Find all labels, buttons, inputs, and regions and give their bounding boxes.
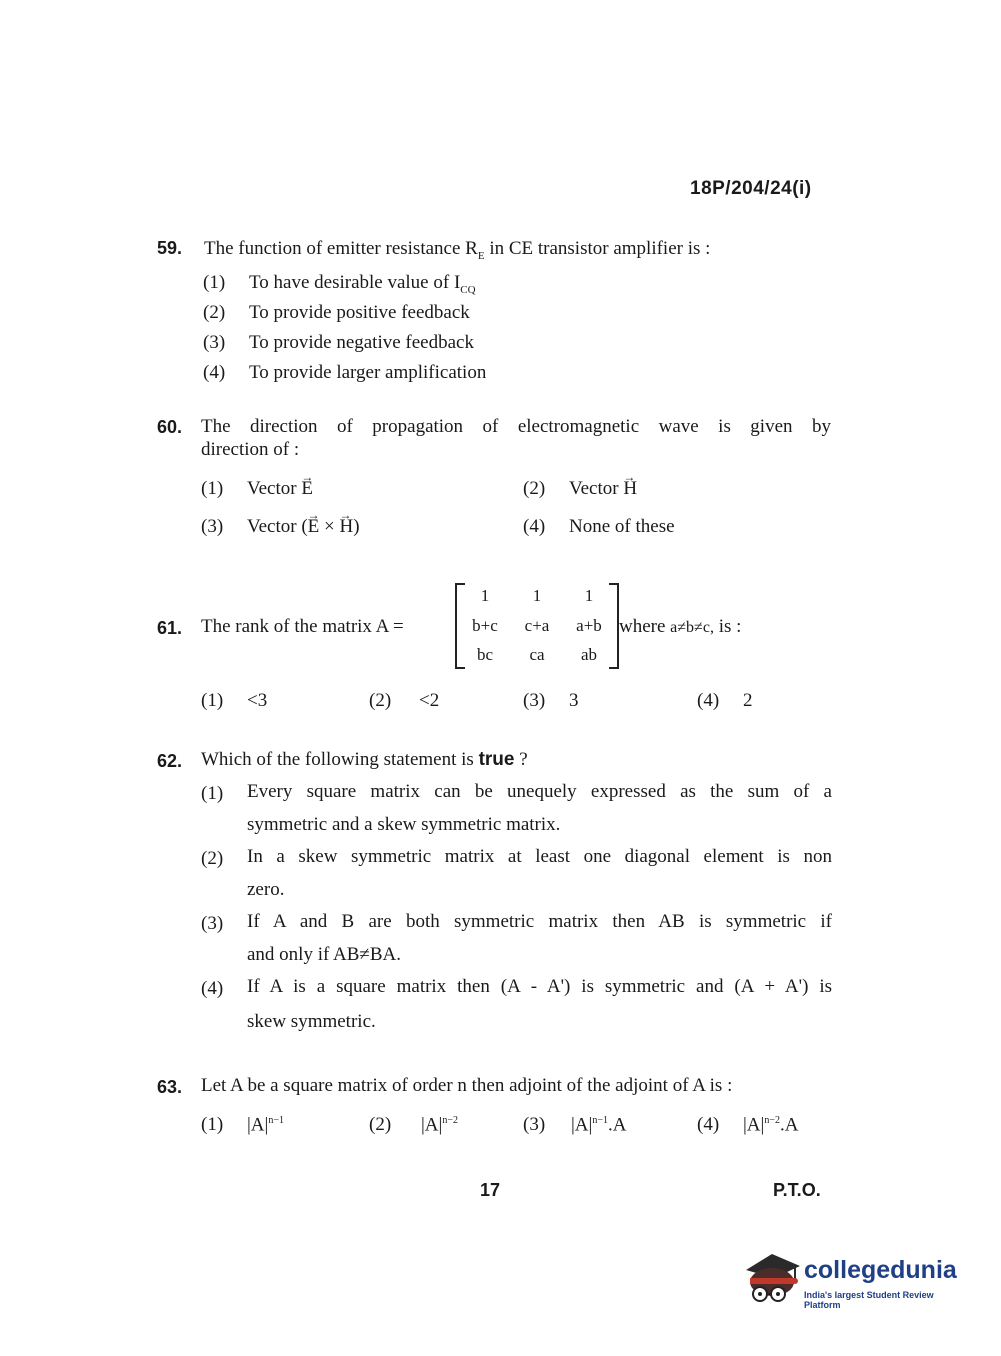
collegedunia-logo [742,1248,972,1312]
option-3: (3) 3 [523,690,579,711]
matrix-cell: 1 [584,586,594,605]
option-4: (4) 2 [697,690,753,711]
question-text-tail: where a≠b≠c, is : [619,616,742,637]
option-2: (2) $|A|^{n-2}$ [369,1114,458,1136]
brand-name: collegedunia [804,1256,957,1284]
question-text-line-1: The direction of propagation of electromagnetic wave is given by [201,416,831,437]
question-text: Let A be a square matrix of order n then adjoint of the adjoint of A is : [201,1075,733,1096]
option-2-num: (2) [201,848,224,869]
option-3: (3) $|A|^{n-1}.A$ [523,1114,627,1136]
option-4-num: (4) [201,978,224,999]
option-2: (2) To provide positive feedback [203,302,470,323]
pto-label: P.T.O. [773,1180,821,1200]
question-number: 61. [157,618,183,638]
page-number: 17 [480,1180,501,1200]
matrix-a [455,583,619,669]
question-text: The rank of the matrix A = [201,616,404,637]
option-2: (2) <2 [369,690,440,711]
option-1: (1) $|A|^{n-1}$ [201,1114,284,1136]
matrix-cell: ca [529,645,545,664]
matrix-cell: ab [580,645,598,664]
question-text: Which of the following statement is true ? [201,749,528,770]
question-number: 60. [157,417,183,437]
option-1: (1) Vector → E [201,478,313,500]
question-number: 59. [157,238,183,258]
option-4: (4) $|A|^{n-2}.A$ [697,1114,799,1136]
paper-code: 18P/204/24(i) [690,178,812,199]
question-number: 62. [157,751,183,771]
question-number: 63. [157,1077,183,1097]
matrix-cell: b+c [472,616,498,635]
option-4-line-1: If A is a square matrix then (A - A') is symmetric and (A + A') is [247,976,832,997]
matrix-cell: a+b [576,616,602,635]
option-4: (4) None of these [523,516,675,537]
question-text-line-2: direction of : [201,439,300,460]
option-2: (2) Vector → H [523,478,637,500]
matrix-cell: c+a [524,616,550,635]
question-text: The function of emitter resistance $R_E$ in CE transistor amplifier is : [204,238,711,262]
option-1-num: (1) [201,783,224,804]
option-3-line-1: If A and B are both symmetric matrix then AB is symmetric if [247,911,832,932]
option-2-line-2: zero. [247,879,285,900]
option-1-line-1: Every square matrix can be unequely expressed as the sum of a [247,781,832,802]
matrix-cell: 1 [532,586,542,605]
mascot-icon [742,1248,804,1310]
option-3-num: (3) [201,913,224,934]
option-4: (4) To provide larger amplification [203,362,487,383]
matrix-cell: 1 [480,586,490,605]
option-1: (1) To have desirable value of $I_{CQ}$ [203,272,476,296]
brand-tagline: India's largest Student Review Platform [804,1290,934,1310]
option-3: (3) To provide negative feedback [203,332,474,353]
option-1-line-2: symmetric and a skew symmetric matrix. [247,814,561,835]
option-4-line-2: skew symmetric. [247,1011,376,1032]
matrix-cell: bc [476,645,494,664]
option-3: (3) Vector (→ E × → H) [201,516,360,538]
option-1: (1) <3 [201,690,268,711]
option-2-line-1: In a skew symmetric matrix at least one diagonal element is non [247,846,832,867]
option-3-line-2: and only if AB≠BA. [247,944,401,965]
